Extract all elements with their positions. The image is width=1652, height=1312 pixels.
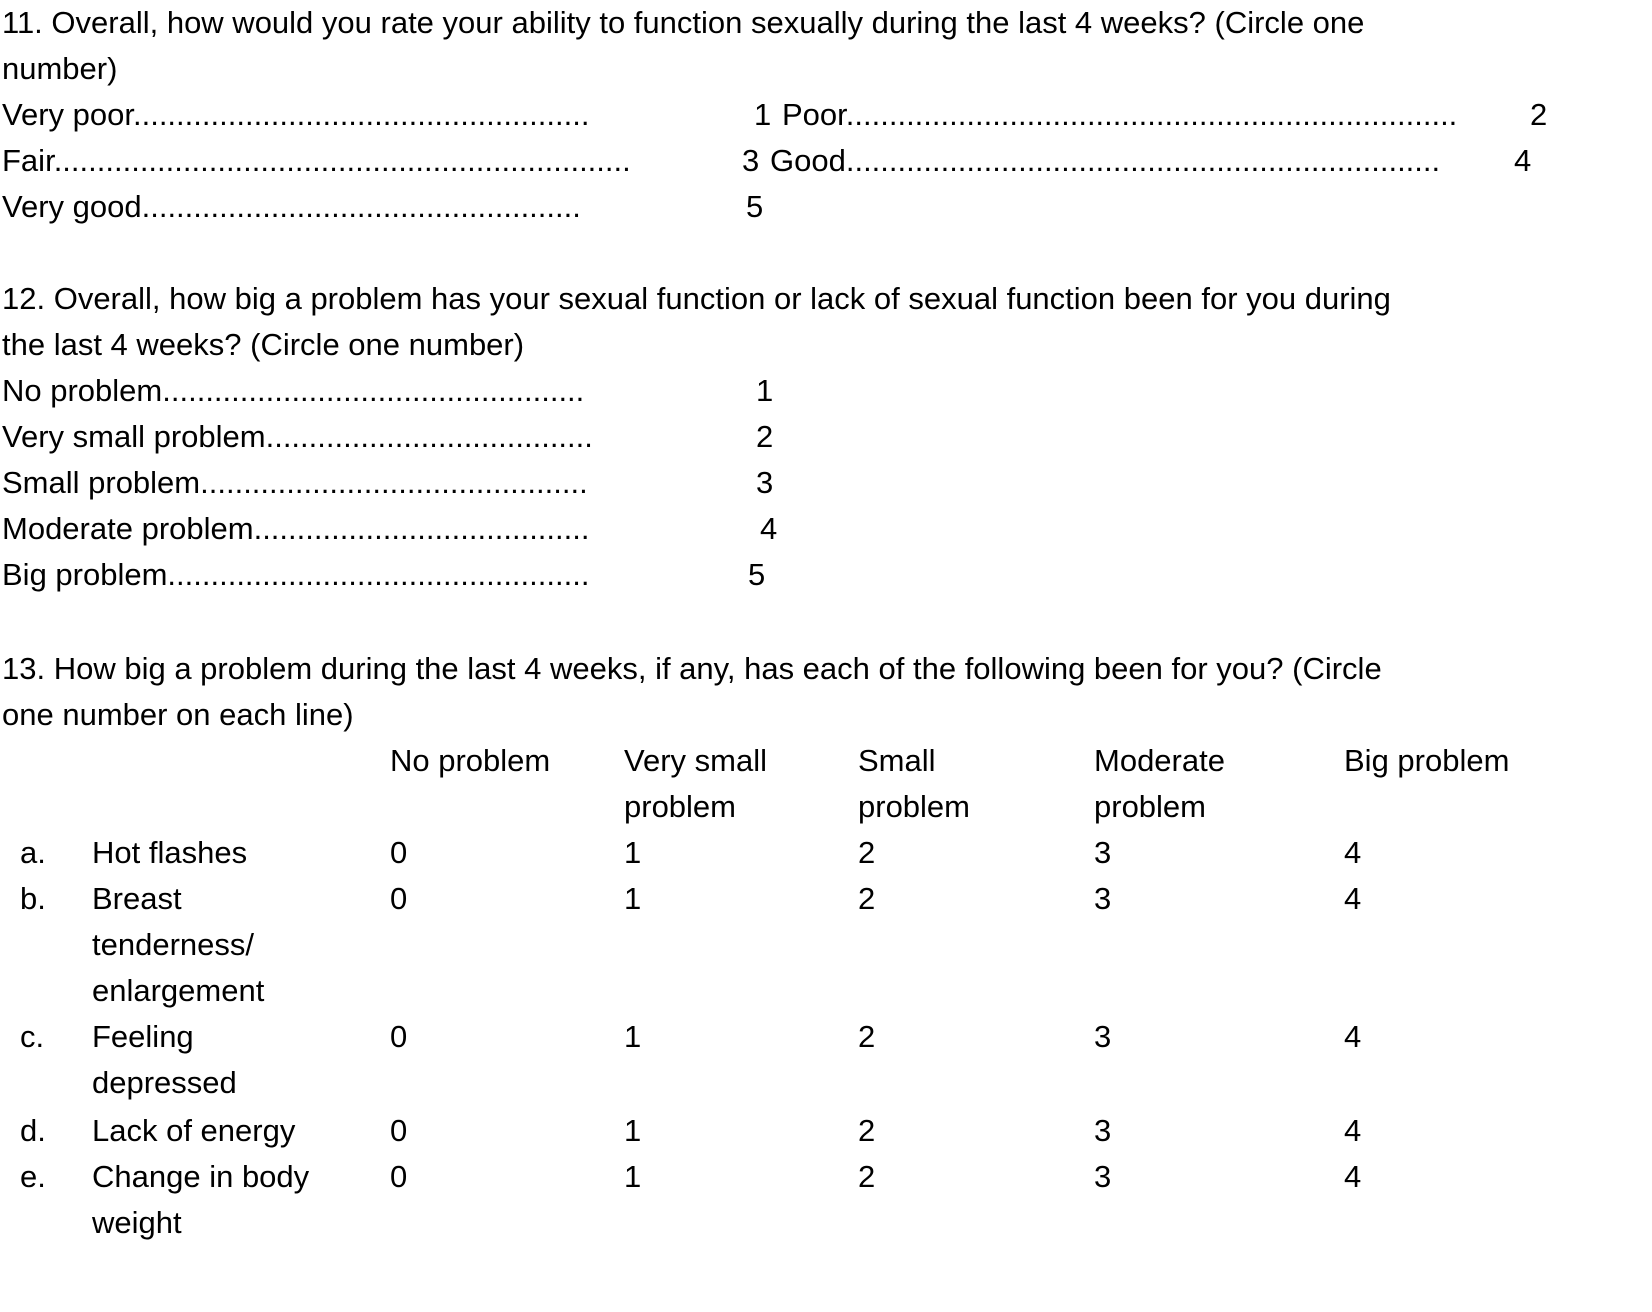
dot-leader: .....................................................	[132, 97, 590, 132]
col-header-no-problem: No problem	[390, 743, 551, 778]
q12-option-big-problem-value[interactable]: 5	[748, 557, 766, 592]
option-label: Very small problem	[2, 419, 266, 454]
row-d-letter: d.	[20, 1113, 46, 1148]
q11-option-fair[interactable]	[2, 138, 631, 184]
row-c-value-2[interactable]: 2	[858, 1019, 876, 1054]
option-label: Very poor	[2, 97, 133, 132]
row-c-value-1[interactable]: 1	[624, 1019, 642, 1054]
row-a-value-1[interactable]: 1	[624, 835, 642, 870]
row-b-label-l2: tenderness/	[92, 927, 254, 962]
q11-option-very-good-value[interactable]: 5	[746, 189, 764, 224]
row-c-letter: c.	[20, 1019, 45, 1054]
col-header-big-problem: Big problem	[1344, 743, 1510, 778]
q11-question-line-2: number)	[2, 51, 118, 86]
q12-option-moderate-problem-value[interactable]: 4	[760, 511, 778, 546]
row-d-value-2[interactable]: 2	[858, 1113, 876, 1148]
row-b-value-0[interactable]: 0	[390, 881, 408, 916]
row-e-label-l2: weight	[92, 1205, 182, 1240]
col-header-moderate-problem-l2: problem	[1094, 789, 1206, 824]
row-d-value-4[interactable]: 4	[1344, 1113, 1362, 1148]
option-label: Small problem	[2, 465, 201, 500]
dot-leader: .................................................	[167, 557, 590, 592]
row-a-value-2[interactable]: 2	[858, 835, 876, 870]
row-a-letter: a.	[20, 835, 46, 870]
q11-option-good-value[interactable]: 4	[1514, 143, 1532, 178]
q13-question-line-2: one number on each line)	[2, 697, 354, 732]
q11-option-very-poor-value[interactable]: 1	[754, 97, 772, 132]
row-b-value-2[interactable]: 2	[858, 881, 876, 916]
option-label: Poor	[782, 97, 846, 132]
q11-option-fair-value[interactable]: 3	[742, 143, 760, 178]
dot-leader: .....................................................................	[845, 143, 1441, 178]
row-b-value-3[interactable]: 3	[1094, 881, 1112, 916]
q12-question-line-1: 12. Overall, how big a problem has your sexual function or lack of sexual function been for you during	[2, 281, 1391, 316]
dot-leader: ...................................................	[141, 189, 581, 224]
q12-option-no-problem[interactable]	[2, 368, 584, 414]
row-e-value-4[interactable]: 4	[1344, 1159, 1362, 1194]
row-b-value-1[interactable]: 1	[624, 881, 642, 916]
row-c-label-l1: Feeling	[92, 1019, 194, 1054]
dot-leader: .......................................................................	[845, 97, 1458, 132]
q12-option-small-problem-value[interactable]: 3	[756, 465, 774, 500]
row-e-label-l1: Change in body	[92, 1159, 310, 1194]
q13-question-line-1: 13. How big a problem during the last 4 weeks, if any, has each of the following been for you? (Circle	[2, 651, 1382, 686]
dot-leader: .................................................	[162, 373, 585, 408]
row-e-value-3[interactable]: 3	[1094, 1159, 1112, 1194]
q11-option-very-poor[interactable]	[2, 92, 589, 138]
option-label: Big problem	[2, 557, 168, 592]
q11-option-poor-value[interactable]: 2	[1530, 97, 1548, 132]
q11-question-line-1: 11. Overall, how would you rate your ability to function sexually during the last 4 weeks? (Circle one	[2, 5, 1365, 40]
row-e-value-2[interactable]: 2	[858, 1159, 876, 1194]
dot-leader: ...................................................................	[53, 143, 631, 178]
q11-option-good[interactable]	[770, 138, 1440, 184]
col-header-moderate-problem-l1: Moderate	[1094, 743, 1225, 778]
row-b-label-l3: enlargement	[92, 973, 265, 1008]
row-a-value-0[interactable]: 0	[390, 835, 408, 870]
dot-leader: ......................................	[265, 419, 593, 454]
option-label: Fair	[2, 143, 54, 178]
q12-option-small-problem[interactable]	[2, 460, 588, 506]
row-d-label: Lack of energy	[92, 1113, 296, 1148]
option-label: No problem	[2, 373, 163, 408]
q12-option-very-small-problem[interactable]	[2, 414, 593, 460]
col-header-small-problem-l1: Small	[858, 743, 936, 778]
dot-leader: .............................................	[200, 465, 588, 500]
row-a-value-4[interactable]: 4	[1344, 835, 1362, 870]
q11-option-very-good[interactable]	[2, 184, 581, 230]
row-a-value-3[interactable]: 3	[1094, 835, 1112, 870]
row-d-value-3[interactable]: 3	[1094, 1113, 1112, 1148]
row-c-value-4[interactable]: 4	[1344, 1019, 1362, 1054]
row-d-value-1[interactable]: 1	[624, 1113, 642, 1148]
option-label: Good	[770, 143, 846, 178]
row-d-value-0[interactable]: 0	[390, 1113, 408, 1148]
q12-option-big-problem[interactable]	[2, 552, 589, 598]
row-c-label-l2: depressed	[92, 1065, 237, 1100]
row-b-letter: b.	[20, 881, 46, 916]
row-a-label: Hot flashes	[92, 835, 248, 870]
col-header-very-small-problem-l1: Very small	[624, 743, 767, 778]
row-e-value-0[interactable]: 0	[390, 1159, 408, 1194]
row-b-label-l1: Breast	[92, 881, 182, 916]
q12-option-moderate-problem[interactable]	[2, 506, 589, 552]
row-e-value-1[interactable]: 1	[624, 1159, 642, 1194]
row-e-letter: e.	[20, 1159, 46, 1194]
option-label: Moderate problem	[2, 511, 254, 546]
col-header-very-small-problem-l2: problem	[624, 789, 736, 824]
q12-question-line-2: the last 4 weeks? (Circle one number)	[2, 327, 525, 362]
option-label: Very good	[2, 189, 142, 224]
row-c-value-3[interactable]: 3	[1094, 1019, 1112, 1054]
row-c-value-0[interactable]: 0	[390, 1019, 408, 1054]
col-header-small-problem-l2: problem	[858, 789, 970, 824]
q12-option-very-small-problem-value[interactable]: 2	[756, 419, 774, 454]
dot-leader: .......................................	[253, 511, 590, 546]
q11-option-poor[interactable]	[782, 92, 1457, 138]
row-b-value-4[interactable]: 4	[1344, 881, 1362, 916]
q12-option-no-problem-value[interactable]: 1	[756, 373, 774, 408]
